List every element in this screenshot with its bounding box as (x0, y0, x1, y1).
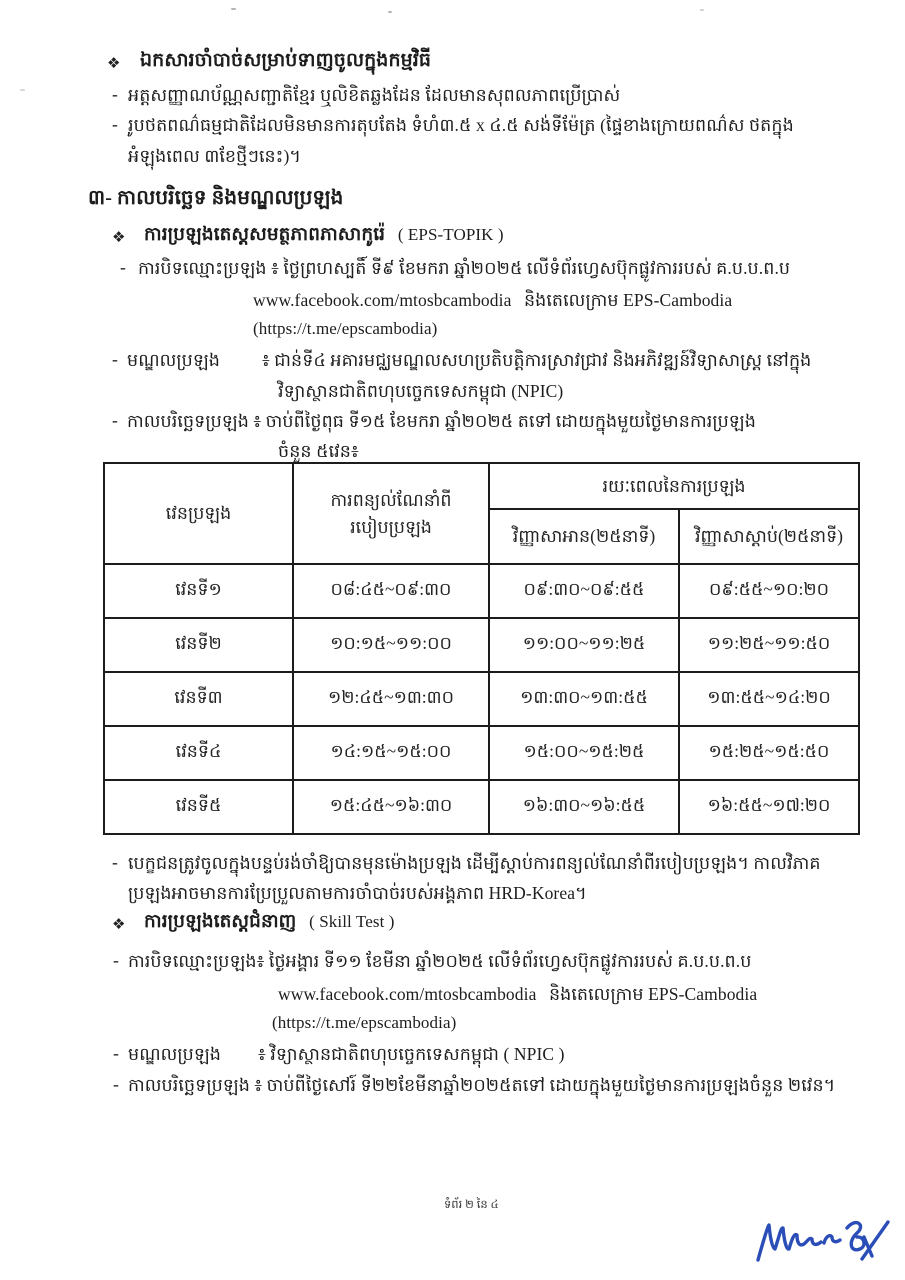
eps-registration-line-2 (253, 289, 732, 315)
cell-reading: ១៦:៣០~១៦:៥៥ (489, 780, 679, 834)
col-header-duration-group: រយៈពេលនៃការប្រឡង (489, 463, 859, 509)
bullet-diamond-icon: ❖ (112, 230, 126, 246)
eps-topik-heading (144, 223, 504, 250)
skill-registration-line-1: ការបិទឈ្មោះប្រឡង៖ ថ្ងៃអង្គារ ទី១១ ខែមីនា ឆ្នាំ២០២៥ លើទំព័រហ្វេសប៊ុកផ្លូវការរបស់ គ.ប.ប.ព.ប (128, 951, 752, 971)
skill-venue-label: មណ្ឌលប្រឡង (128, 1044, 221, 1064)
skill-venue-text: ៖ វិទ្យាស្ថានជាតិពហុបច្ចេកទេសកម្ពុជា ( NPIC ) (258, 1044, 565, 1064)
table-row (104, 726, 859, 780)
documents-item-1: អត្តសញ្ញាណប័ណ្ណសញ្ជាតិខ្មែរ ឬលិខិតឆ្លងដែន ដែលមានសុពលភាពប្រើប្រាស់ (128, 85, 621, 105)
eps-date-line-1: កាលបរិច្ឆេទប្រឡង ៖ ចាប់ពីថ្ងៃពុធ ទី១៥ ខែមករា ឆ្នាំ២០២៥ តទៅ ដោយក្នុងមួយថ្ងៃមានការប្រឡង (127, 411, 756, 431)
cell-listening: ១១:២៥~១១:៥០ (679, 618, 859, 672)
eps-date-line-2: ចំនួន ៥វេន៖ (278, 441, 359, 461)
scan-speck (231, 8, 236, 10)
col-header-listening: វិញ្ញាសាស្តាប់(២៥នាទី) (679, 509, 859, 564)
col-header-guidance-line1: ការពន្យល់ណែនាំពី (330, 490, 452, 511)
cell-reading: ១៣:៣០~១៣:៥៥ (489, 672, 679, 726)
cell-shift: វេនទី៥ (104, 780, 293, 834)
dash-marker: - (112, 84, 118, 104)
cell-guidance: ១៤:១៥~១៥:០០ (293, 726, 489, 780)
skill-date-line: កាលបរិច្ឆេទប្រឡង ៖ ចាប់ពីថ្ងៃសៅរ៍ ទី២២ខែមីនាឆ្នាំ២០២៥តទៅ ដោយក្នុងមួយថ្ងៃមានការប្រឡងចំនួន ២វេន។ (128, 1075, 836, 1095)
eps-registration-line-1: ការបិទឈ្មោះប្រឡង ៖ ថ្ងៃព្រហស្បតិ៍ ទី៩ ខែមករា ឆ្នាំ២០២៥ លើទំព័រហ្វេសប៊ុកផ្លូវការរបស់ គ.ប.ប.ព.ប (138, 258, 791, 278)
cell-reading: ០៩:៣០~០៩:៥៥ (489, 564, 679, 618)
note-line-2: ប្រឡងអាចមានការប្រែប្រួលតាមការចាំបាច់របស់អង្គភាព HRD-Korea។ (128, 883, 587, 903)
scan-speck (20, 89, 25, 91)
scan-speck (388, 11, 392, 13)
schedule-section-heading: ៣- កាលបរិច្ឆេទ និងមណ្ឌលប្រឡង (88, 187, 344, 209)
documents-item-2-line-1: រូបថតពណ៌ធម្មជាតិដែលមិនមានការតុបតែង ទំហំ៣.៥ x ៤.៥ សង់ទីម៉ែត្រ (ផ្ទៃខាងក្រោយពណ៌ស ថតក្នុង (128, 115, 794, 135)
eps-facebook-url: www.facebook.com/mtosbcambodia (253, 290, 512, 310)
documents-heading: ឯកសារចាំបាច់សម្រាប់ទាញចូលក្នុងកម្មវិធី (140, 50, 432, 71)
bullet-diamond-icon: ❖ (112, 917, 126, 933)
dash-marker: - (112, 852, 118, 872)
skill-facebook-url: www.facebook.com/mtosbcambodia (278, 984, 537, 1004)
skill-test-heading (144, 910, 395, 937)
dash-marker: - (112, 410, 118, 430)
skill-telegram-url: (https://t.me/epscambodia) (272, 1013, 457, 1032)
cell-shift: វេនទី៣ (104, 672, 293, 726)
skill-test-heading-latin: ( Skill Test ) (309, 912, 395, 931)
dash-marker: - (120, 257, 126, 277)
table-row (104, 618, 859, 672)
note-line-1: បេក្ខជនត្រូវចូលក្នុងបន្ទប់រង់ចាំឱ្យបានមុនម៉ោងប្រឡង ដើម្បីស្តាប់ការពន្យល់ណែនាំពីរបៀបប្រឡង។ កាលវិភាគ (128, 853, 821, 873)
eps-telegram-text: និងតេលេក្រាម EPS-Cambodia (523, 290, 733, 310)
table-row (104, 672, 859, 726)
cell-guidance: ១០:១៥~១១:០០ (293, 618, 489, 672)
dash-marker: - (112, 349, 118, 369)
cell-reading: ១៥:០០~១៥:២៥ (489, 726, 679, 780)
cell-guidance: ១២:៤៥~១៣:៣០ (293, 672, 489, 726)
cell-listening: ១៦:៥៥~១៧:២០ (679, 780, 859, 834)
cell-shift: វេនទី២ (104, 618, 293, 672)
documents-item-2-line-2: អំឡុងពេល ៣ខែថ្មីៗនេះ)។ (128, 146, 302, 166)
skill-registration-line-2 (278, 983, 757, 1009)
cell-listening: ០៩:៥៥~១០:២០ (679, 564, 859, 618)
cell-shift: វេនទី១ (104, 564, 293, 618)
eps-venue-line-2: វិទ្យាស្ថានជាតិពហុបច្ចេកទេសកម្ពុជា (NPIC) (278, 381, 564, 401)
cell-listening: ១៥:២៥~១៥:៥០ (679, 726, 859, 780)
signature-ink (752, 1212, 892, 1274)
skill-telegram-text: និងតេលេក្រាម EPS-Cambodia (548, 984, 758, 1004)
table-row (104, 564, 859, 618)
dash-marker: - (113, 1043, 119, 1063)
cell-guidance: ១៥:៤៥~១៦:៣០ (293, 780, 489, 834)
eps-venue-line-1: ៖ ជាន់ទី៤ អគារមជ្ឈមណ្ឌលសហប្រតិបត្តិការស្រាវជ្រាវ និងអភិវឌ្ឍន៍វិទ្យាសាស្ត្រ នៅក្នុង (262, 350, 812, 370)
page-number: ទំព័រ ២ នៃ ៤ (444, 1199, 499, 1211)
scan-speck (700, 9, 704, 11)
dash-marker: - (112, 114, 118, 134)
table-row (104, 780, 859, 834)
cell-guidance: ០៨:៤៥~០៩:៣០ (293, 564, 489, 618)
cell-listening: ១៣:៥៥~១៤:២០ (679, 672, 859, 726)
col-header-reading: វិញ្ញាសាអាន(២៥នាទី) (489, 509, 679, 564)
col-header-shift: វេនប្រឡង (104, 463, 293, 564)
eps-telegram-url: (https://t.me/epscambodia) (253, 319, 438, 338)
bullet-diamond-icon: ❖ (107, 56, 121, 72)
col-header-guidance (293, 463, 489, 564)
cell-reading: ១១:០០~១១:២៥ (489, 618, 679, 672)
dash-marker: - (113, 950, 119, 970)
col-header-guidance-line2: របៀបប្រឡង (350, 516, 432, 537)
skill-test-heading-khmer: ការប្រឡងតេស្តជំនាញ (144, 912, 297, 932)
eps-venue-label: មណ្ឌលប្រឡង (127, 350, 220, 370)
eps-topik-heading-latin: ( EPS-TOPIK ) (397, 225, 504, 244)
exam-schedule-table (103, 462, 860, 835)
cell-shift: វេនទី៤ (104, 726, 293, 780)
dash-marker: - (113, 1074, 119, 1094)
eps-topik-heading-khmer: ការប្រឡងតេស្តសមត្ថភាពភាសាកូរ៉េ (144, 225, 386, 245)
